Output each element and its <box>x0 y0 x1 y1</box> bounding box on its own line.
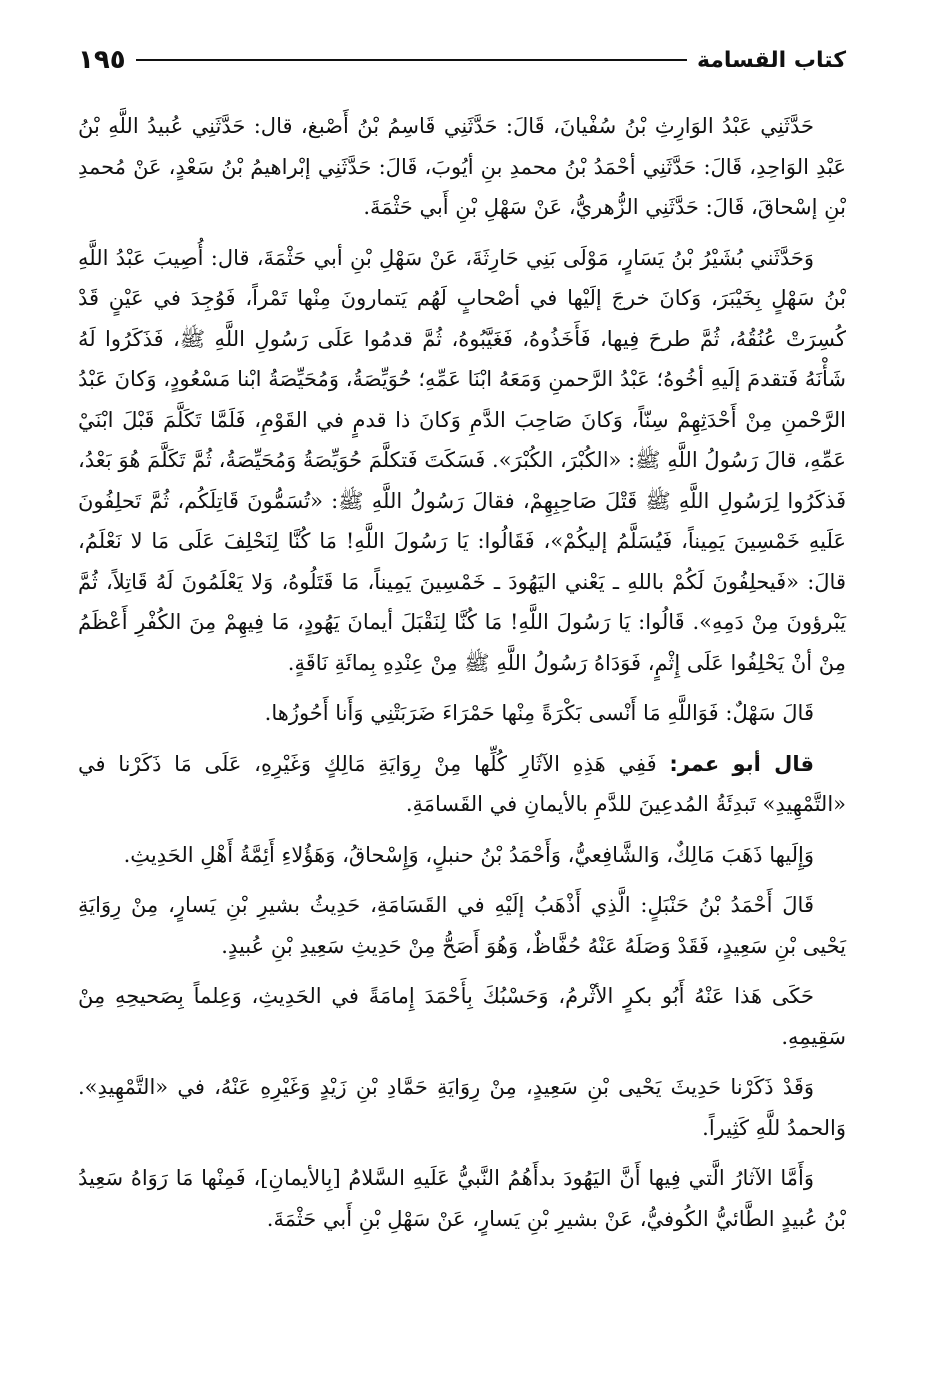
paragraph-8 <box>78 1067 846 1148</box>
paragraph-text: فَفِي هَذِهِ الآثَارِ كُلِّها مِنْ رِوَايَةِ مَالِكٍ وَغَيْرِهِ، عَلَى مَا ذَكَرْنا في «التَّمْهِيدِ» تَبدِئَةُ المُدعِينَ للدَّمِ بالأيمانِ في القَسامَةِ. <box>78 751 846 816</box>
paragraph-text: وَحَدَّثَني بُشَيْرُ بْنُ يَسَارٍ، مَوْلَى بَنِي حَارِثَةَ، عَنْ سَهْلِ بْنِ أبي حَثْمَةَ، قال: أُصِيبَ عَبْدُ اللَّهِ بْنُ سَهْلٍ بِخَيْبَرَ، وَكانَ خرجَ إلَيْها في أصْحابٍ لَهُم يَتمارونَ مِنْها تَمْراً، فَوُجِدَ في عَيْنٍ قَدْ كُسِرَتْ عُنُقُهُ، ثُمَّ طرحَ فِيها، فَأَخَذُوهُ، فَغَيَّبُوهُ، ثُمَّ قدمُوا عَلَى رَسُولِ اللَّهِ ﷺ، فَذَكَرُوا لَهُ شَأْنَهُ فَتقدمَ إلَيهِ أخُوهُ؛ عَبْدُ الرَّحمنِ وَمَعَهُ ابْنَا عَمِّهِ؛ حُوَيِّصَةُ، وَمُحَيِّصَةُ ابْنا مَسْعُودٍ، وَكانَ عَبْدُ الرَّحْمنِ مِنْ أَحْدَثِهِمْ سِنّاً، وَكانَ صَاحِبَ الدَّمِ وَكانَ ذا قدمٍ في القَوْمِ، فَلَمَّا تَكَلَّمَ قَبْلَ ابْنَيْ عَمِّهِ، قالَ رَسُولُ اللَّهِ ﷺ: «الكُبْرَ، الكُبْرَ». فَسَكَتَ فَتكلَّمَ حُوَيِّصَةُ وَمُحَيِّصَةُ، ثُمَّ تَكَلَّمَ هُوَ بَعْدُ، فَذكَرُوا لِرَسُولِ اللَّهِ ﷺ قَتْلَ صَاحِبِهِمْ، فقالَ رَسُولُ اللَّهِ ﷺ: «تُسَمُّونَ قَاتِلَكُم، ثُمَّ تَحلِفُونَ عَلَيهِ خَمْسِينَ يَمِيناً، فَيُسَلَّمُ إليكُمْ»، فَقَالُوا: يَا رَسُولَ اللَّهِ! مَا كُنَّا لِنَحْلِفَ عَلَى مَا لا نَعْلَمُ، قالَ: «فَيحلِفُونَ لَكُمْ باللهِ ـ يَعْني اليَهُودَ ـ خَمْسِينَ يَمِيناً، مَا قَتَلُوهُ، وَلا يَعْلَمُونَ لَهُ قَاتِلاً، ثُمَّ يَبْرؤونَ مِنْ دَمِهِ». قَالُوا: يَا رَسُولَ اللَّهِ! مَا كُنَّا لِنَقْبَلَ أيمانَ يَهُودٍ، مَا فِيهِمْ مِنَ الكُفْرِ أَعْظَمُ مِنْ أنْ يَحْلِفُوا عَلَى إِثْمٍ، فَوَدَاهُ رَسُولُ اللَّهِ ﷺ مِنْ عِنْدِهِ بِمائَةِ نَاقَةٍ. <box>78 245 846 675</box>
paragraph-1 <box>78 106 846 228</box>
page-body <box>78 106 846 1239</box>
chapter-title: كتاب القسامة <box>696 47 846 73</box>
paragraph-text: وَقَدْ ذَكَرْنا حَدِيثَ يَحْيى بْنِ سَعِيدٍ، مِنْ رِوَايَةِ حَمَّادِ بْنِ زَيْدٍ وَغَيْرِهِ عَنْهُ، في «التَّمْهِيدِ». وَالحمدُ للَّهِ كَثِيراً. <box>78 1075 846 1140</box>
paragraph-text: قَالَ سَهْلٌ: فَوَاللَّهِ مَا أَنْسى بَكْرَةً مِنْها حَمْرَاءَ ضَرَبَتْنِي وَأَنا أَحُوزُها. <box>264 701 814 725</box>
paragraph-4 <box>78 744 846 825</box>
paragraph-6 <box>78 885 846 966</box>
paragraph-lead: قال أبو عمر: <box>669 751 814 776</box>
paragraph-text: حَدَّثَنِي عَبْدُ الوَارِثِ بْنُ سُفْيانَ، قَالَ: حَدَّثَنِي قَاسِمُ بْنُ أَصْبغ، قال: حَدَّثَنِي عُبيدُ اللَّهِ بْنُ عَبْدِ الوَاحِدِ، قَالَ: حَدَّثَنِي أحْمَدُ بْنُ محمدِ بنِ أيُوبَ، قَالَ: حَدَّثَنِي إبْراهيمُ بْنُ سَعْدٍ، عَنْ مُحمدِ بْنِ إسْحاقَ، قَالَ: حَدَّثَنِي الزُّهريُّ، عَنْ سَهْلِ بْنِ أَبي حَثْمَةَ. <box>78 114 846 219</box>
paragraph-7 <box>78 976 846 1057</box>
paragraph-text: وَإِلَيها ذَهَبَ مَالِكٌ، وَالشَّافِعيُّ، وَأَحْمَدُ بْنُ حنبلٍ، وَإِسْحاقُ، وَهَؤُلاءِ أَئِمَّةُ أَهْلِ الحَدِيثِ. <box>123 842 814 867</box>
paragraph-9 <box>78 1158 846 1239</box>
paragraph-3 <box>78 693 846 734</box>
paragraph-text: وَأَمَّا الآثارُ الَّتي فِيها أَنَّ اليَهُودَ بدأَهُمُ النَّبيُّ عَلَيهِ السَّلامُ [بِالأيمانِ]، فَمِنْها مَا رَوَاهُ سَعِيدُ بْنُ عُبيدٍ الطَّائيُّ الكُوفيُّ، عَنْ بشيرِ بْنِ يَسارٍ، عَنْ سَهْلِ بْنِ أَبي حَثْمَةَ. <box>78 1166 846 1231</box>
paragraph-text: حَكَى هَذا عَنْهُ أَبُو بكرٍ الأثْرمُ، وَحَسْبُكَ بِأَحْمَدَ إِمامَةً في الحَدِيثِ، وَعِلماً بِصَحيحِهِ مِنْ سَقِيمِهِ. <box>78 984 846 1049</box>
running-header <box>78 36 846 84</box>
paragraph-5 <box>78 835 846 876</box>
document-page <box>78 36 846 1249</box>
paragraph-2 <box>78 238 846 684</box>
paragraph-text: قَالَ أَحْمَدُ بْنُ حَنْبَلٍ: الَّذِي أَذْهَبُ إلَيْهِ في القَسَامَةِ، حَدِيثُ بشيرِ بْنِ يَسارٍ، مِنْ رِوَايَةِ يَحْيى بْنِ سَعِيدٍ، فَقَدْ وَصَلَهُ عَنْهُ حُفَّاظٌ، وَهُوَ أَصَحُّ مِنْ حَدِيثِ سَعِيدِ بْنِ عُبيدٍ. <box>78 893 846 958</box>
page-number: ١٩٥ <box>78 45 126 75</box>
header-rule <box>136 59 687 61</box>
